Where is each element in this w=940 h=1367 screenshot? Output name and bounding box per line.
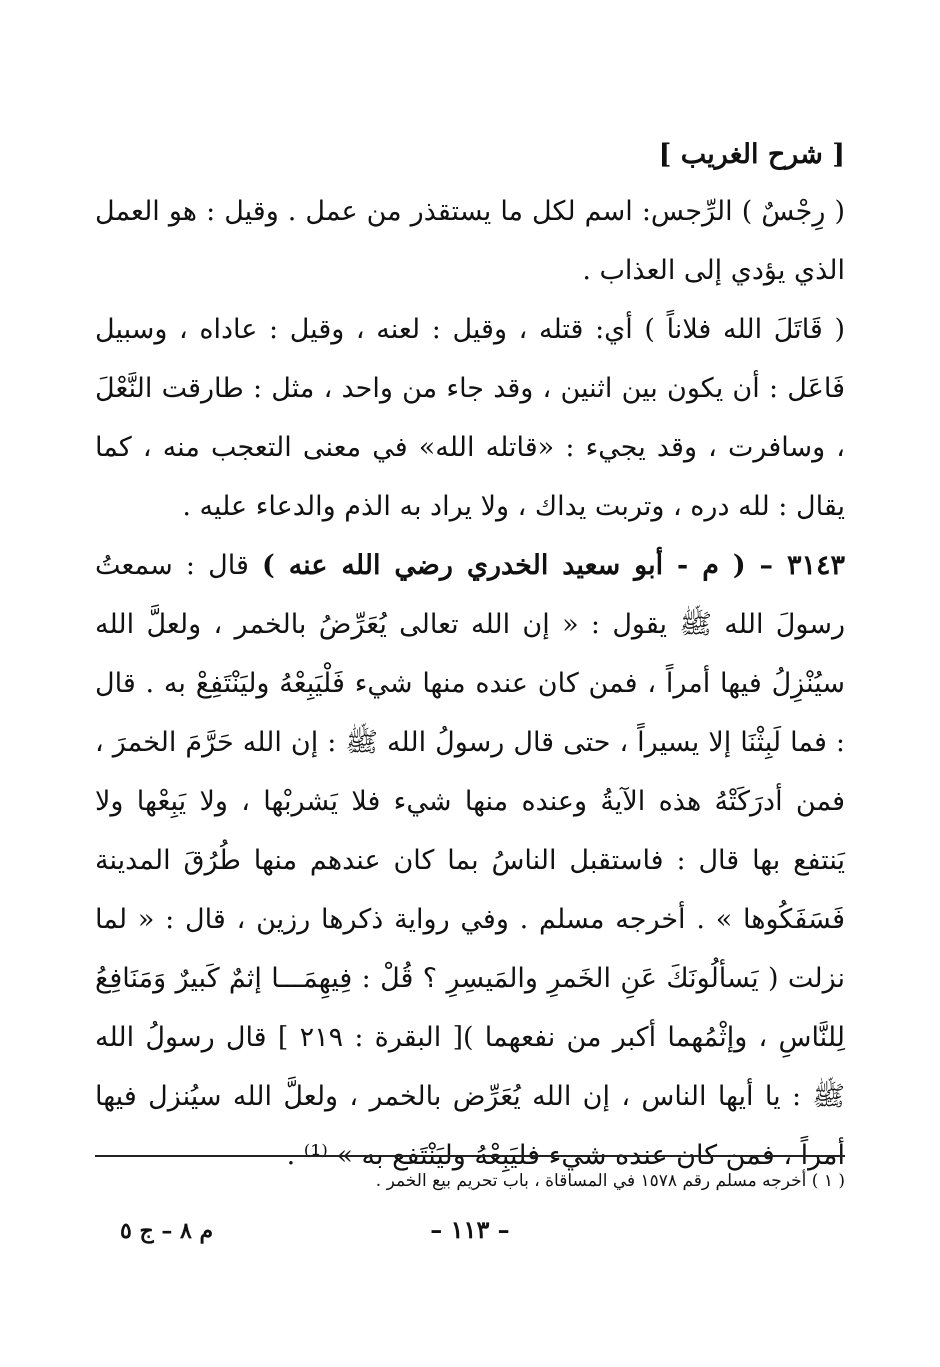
page-number: – ١١٣ – [430, 1215, 510, 1244]
gloss-paragraph-rijs: ( رِجْسٌ ) الرِّجس: اسم لكل ما يستقذر من عمل . وقيل : هو العمل الذي يؤدي إلى العذاب . [95, 196, 845, 286]
page-body [95, 130, 845, 1185]
hadith-text: قال : سمعتُ رسولَ الله ﷺ يقول : « إن الله تعالى يُعَرِّضُ بالخمر ، ولعلَّ الله سيُنْزِلُ فيها أمراً ، فمن كان عنده منها شيء فَلْيَبِعْهُ وليَنْتَفِعْ به . قال : فما لَبِثْنَا إلا يسيراً ، حتى قال رسولُ الله ﷺ : إن الله حَرَّمَ الخمرَ ، فمن أدرَكَتْهُ هذه الآيةُ وعنده منها شيء فلا يَشربْها ، ولا يَبِعْها ولا يَنتفع بها قال : فاستقبل الناسُ بما كان عندهم منها طُرُقَ المدينة فَسَفَكُوها » . أخرجه مسلم . وفي رواية ذكرها رزين ، قال : « لما نزلت ( يَسألُونَكَ عَنِ الخَمرِ والمَيسِرِ ؟ قُلْ : فِيهِمَـــا إثمٌ كَبيرٌ وَمَنَافِعُ لِلنَّاسِ ، وإثْمُهما أكبر من نفعهما )[ البقرة : ٢١٩ ] قال رسولُ الله ﷺ : يا أيها الناس ، إن الله يُعَرِّض بالخمر ، ولعلَّ الله سيُنزل فيها أمراً ، فمن كان عنده شيء فليَبِعْهُ وليَنْتَفع به » ⁽¹⁾ . [95, 550, 845, 1171]
hadith-paragraph [95, 536, 845, 1185]
footnote: ( ١ ) أخرجه مسلم رقم ١٥٧٨ في المساقاة ، باب تحريم بيع الخمر . [375, 1171, 845, 1191]
footnote-divider [95, 1155, 845, 1157]
hadith-heading: ٣١٤٣ – ( م - أبو سعيد الخدري رضي الله عنه ) [261, 550, 845, 581]
section-title: [ شرح الغريب ] [658, 139, 845, 170]
volume-signature: م ٨ – ج ٥ [120, 1218, 214, 1244]
gloss-paragraph-qatala: ( قَاتَلَ الله فلاناً ) أي: قتله ، وقيل : لعنه ، وقيل : عاداه ، وسبيل فَاعَل : أن يكون بين اثنين ، وقد جاء من واحد ، مثل : طارقت النَّعْلَ ، وسافرت ، وقد يجيء : «قاتله الله» في معنى التعجب منه ، كما يقال : لله دره ، وتربت يداك ، ولا يراد به الذم والدعاء عليه . [95, 314, 845, 522]
